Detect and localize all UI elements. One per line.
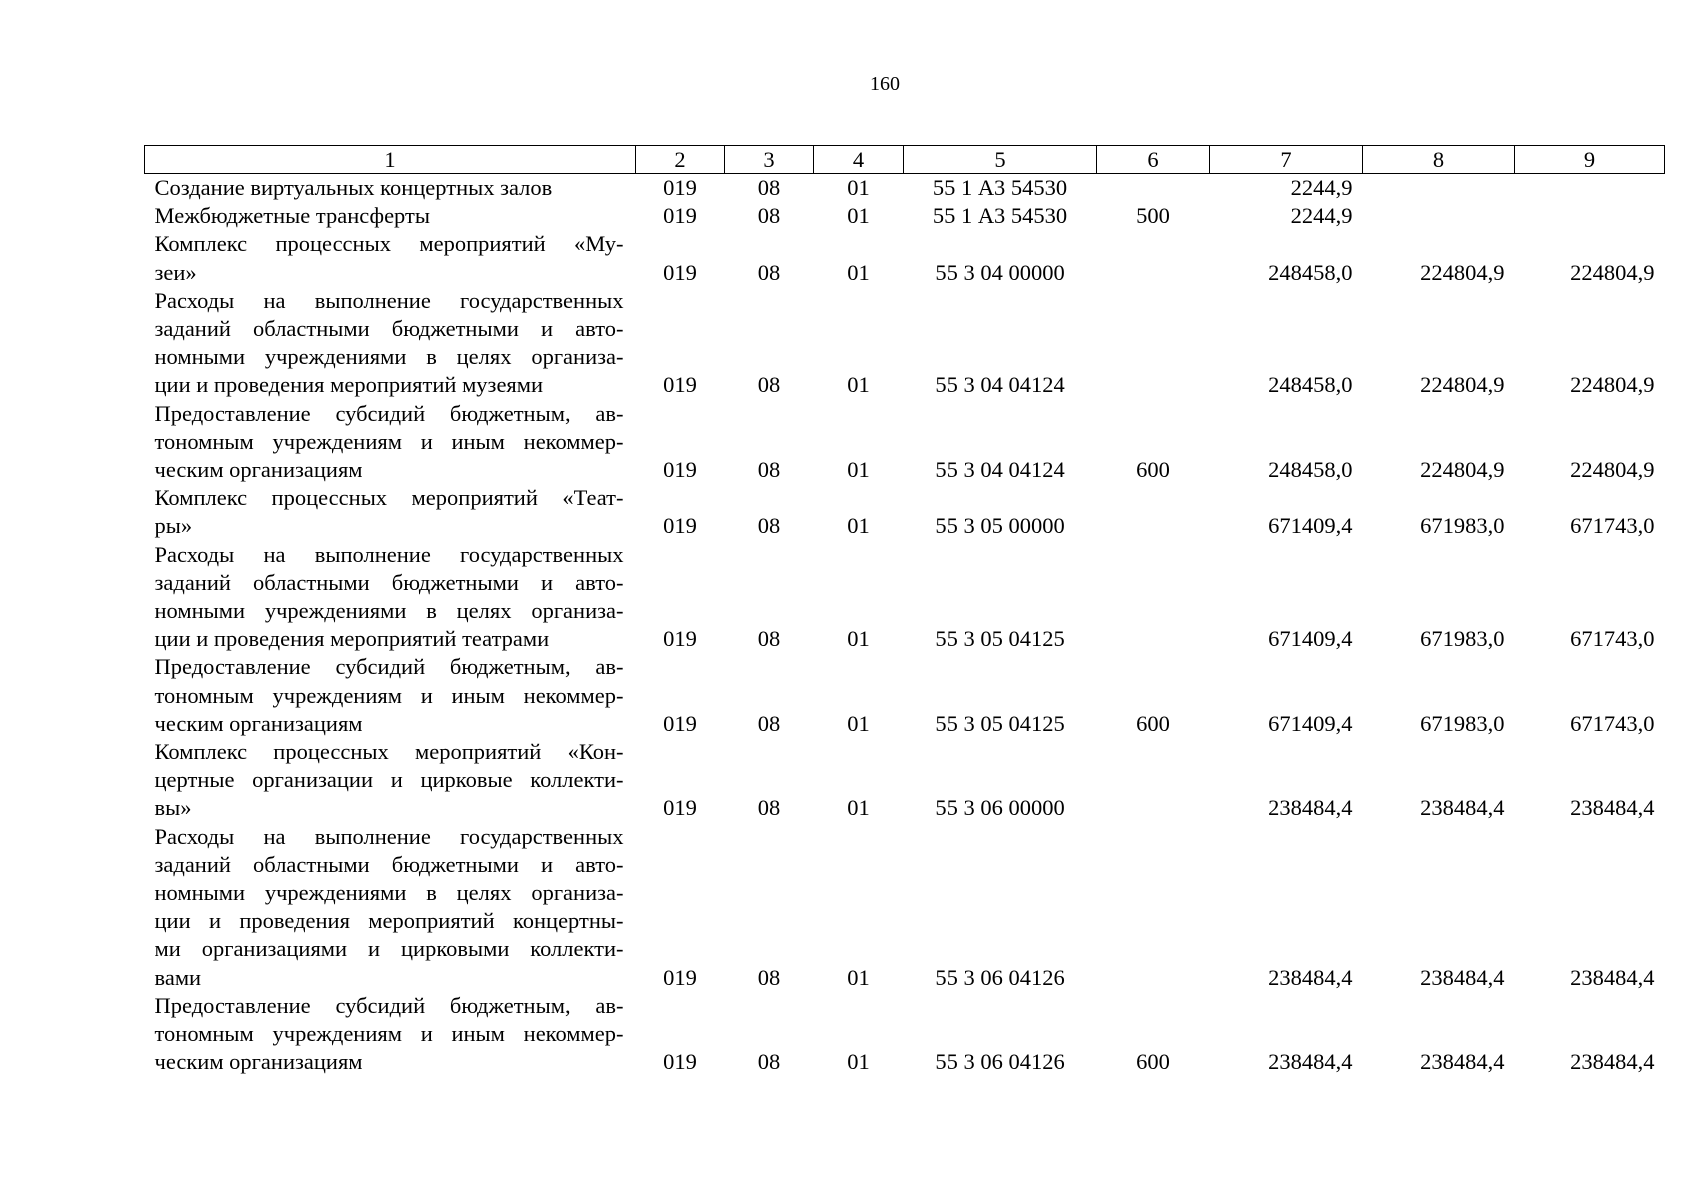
column-header: 3 — [725, 146, 814, 174]
row-target-article: 55 1 А3 54530 — [932, 203, 1068, 229]
row-name — [145, 738, 636, 823]
row-subsection: 01 — [847, 457, 870, 483]
row-section: 08 — [757, 203, 781, 229]
row-amount-col7: 248458,0 — [1268, 372, 1353, 398]
table-row — [145, 174, 1665, 203]
row-grbs: 019 — [663, 626, 697, 652]
row-amount-col8: 224804,9 — [1420, 259, 1505, 285]
column-header: 8 — [1363, 146, 1515, 174]
table-row — [145, 992, 1665, 1077]
row-section: 08 — [757, 710, 781, 736]
row-target-article: 55 3 06 04126 — [935, 1049, 1065, 1075]
row-subsection: 01 — [847, 964, 870, 990]
row-expense-type — [1097, 484, 1210, 540]
row-name-line: Расходы на выполнение государственных — [154, 287, 624, 313]
row-name — [145, 287, 636, 400]
row-grbs: 019 — [663, 457, 697, 483]
page-number: 160 — [870, 73, 900, 95]
row-section: 08 — [757, 1049, 781, 1075]
row-amount-col9: 224804,9 — [1570, 372, 1655, 398]
row-amount-col9 — [1515, 174, 1665, 203]
row-name-line: ции и проведения мероприятий театрами — [154, 626, 550, 652]
row-amount-col8: 671983,0 — [1420, 710, 1505, 736]
header-row — [145, 146, 1665, 174]
table-row — [145, 738, 1665, 823]
row-target-article: 55 3 04 04124 — [935, 457, 1065, 483]
row-subsection: 01 — [847, 1049, 870, 1075]
row-amount-col9: 671743,0 — [1570, 710, 1655, 736]
row-amount-col7: 2244,9 — [1290, 203, 1353, 229]
row-expense-type — [1097, 230, 1210, 286]
row-subsection: 01 — [847, 259, 870, 285]
row-amount-col7: 238484,4 — [1268, 964, 1353, 990]
row-amount-col7: 2244,9 — [1290, 175, 1353, 200]
row-name-line: номными учреждениями в целях организа- — [154, 598, 624, 624]
row-target-article: 55 3 06 04126 — [935, 964, 1065, 990]
table-row — [145, 484, 1665, 540]
row-name — [145, 823, 636, 992]
column-header: 6 — [1097, 146, 1210, 174]
row-section: 08 — [757, 513, 781, 539]
row-name-line: ции и проведения мероприятий музеями — [154, 372, 544, 398]
row-target-article: 55 3 05 00000 — [935, 513, 1065, 539]
row-section: 08 — [757, 457, 781, 483]
row-name — [145, 230, 636, 286]
row-amount-col9: 238484,4 — [1570, 964, 1655, 990]
budget-table — [144, 145, 1665, 1077]
row-amount-col7: 248458,0 — [1268, 457, 1353, 483]
row-expense-type — [1097, 541, 1210, 654]
row-subsection: 01 — [847, 513, 870, 539]
row-expense-type — [1097, 287, 1210, 400]
row-name — [145, 541, 636, 654]
row-name — [145, 174, 636, 203]
row-amount-col8: 238484,4 — [1420, 964, 1505, 990]
row-grbs: 019 — [663, 964, 697, 990]
row-amount-col8 — [1363, 174, 1515, 203]
table-header — [145, 146, 1665, 174]
row-name-line: Расходы на выполнение государственных — [154, 823, 624, 849]
row-subsection: 01 — [847, 710, 870, 736]
row-amount-col8: 671983,0 — [1420, 626, 1505, 652]
row-grbs: 019 — [663, 513, 697, 539]
row-expense-type — [1097, 174, 1210, 203]
row-name-line: ции и проведения мероприятий концертны- — [154, 908, 624, 934]
row-name — [145, 992, 636, 1077]
row-name-line: вы» — [154, 795, 192, 821]
row-amount-col8: 238484,4 — [1420, 1049, 1505, 1075]
row-section: 08 — [757, 259, 781, 285]
table-row — [145, 400, 1665, 485]
column-header: 7 — [1210, 146, 1363, 174]
row-expense-type: 500 — [1136, 203, 1170, 229]
row-name-line: заданий областными бюджетными и авто- — [154, 316, 624, 342]
row-name-line: ры» — [154, 513, 193, 539]
column-header: 4 — [814, 146, 904, 174]
row-name-line: Создание виртуальных концертных залов — [154, 175, 553, 200]
row-section: 08 — [757, 795, 781, 821]
row-amount-col7: 671409,4 — [1268, 626, 1353, 652]
row-grbs: 019 — [663, 710, 697, 736]
row-amount-col8: 671983,0 — [1420, 513, 1505, 539]
row-target-article: 55 1 А3 54530 — [932, 175, 1068, 200]
row-name — [145, 484, 636, 540]
row-name — [145, 400, 636, 485]
row-target-article: 55 3 06 00000 — [935, 795, 1065, 821]
row-grbs: 019 — [663, 795, 697, 821]
row-amount-col9: 671743,0 — [1570, 626, 1655, 652]
table-row — [145, 202, 1665, 230]
row-grbs: 019 — [663, 1049, 697, 1075]
row-amount-col9 — [1515, 202, 1665, 230]
row-name-line: зеи» — [154, 259, 197, 285]
column-header: 2 — [636, 146, 725, 174]
row-name-line: Предоставление субсидий бюджетным, ав- — [154, 992, 624, 1018]
row-name-line: ми организациями и цирковыми коллекти- — [154, 936, 624, 962]
row-subsection: 01 — [847, 203, 870, 229]
row-name-line: номными учреждениями в целях организа- — [154, 880, 624, 906]
row-amount-col9: 238484,4 — [1570, 1049, 1655, 1075]
row-name-line: тономным учреждениям и иным некоммер- — [154, 682, 624, 708]
row-target-article: 55 3 04 00000 — [935, 259, 1065, 285]
row-name-line: Комплекс процессных мероприятий «Му- — [154, 231, 624, 257]
row-amount-col7: 238484,4 — [1268, 1049, 1353, 1075]
column-header: 1 — [145, 146, 636, 174]
row-amount-col7: 671409,4 — [1268, 513, 1353, 539]
row-subsection: 01 — [847, 175, 870, 200]
row-name-line: Межбюджетные трансферты — [154, 203, 430, 229]
column-header: 5 — [904, 146, 1097, 174]
row-target-article: 55 3 04 04124 — [935, 372, 1065, 398]
row-section: 08 — [757, 626, 781, 652]
row-name-line: Предоставление субсидий бюджетным, ав- — [154, 400, 624, 426]
row-subsection: 01 — [847, 626, 870, 652]
row-expense-type: 600 — [1136, 1049, 1170, 1075]
row-name-line: цертные организации и цирковые коллекти- — [154, 767, 624, 793]
row-amount-col9: 224804,9 — [1570, 259, 1655, 285]
column-header: 9 — [1515, 146, 1665, 174]
row-amount-col7: 238484,4 — [1268, 795, 1353, 821]
table-row — [145, 287, 1665, 400]
row-name — [145, 202, 636, 230]
row-name-line: Комплекс процессных мероприятий «Кон- — [154, 739, 624, 765]
row-amount-col9: 671743,0 — [1570, 513, 1655, 539]
table-row — [145, 541, 1665, 654]
row-amount-col8 — [1363, 202, 1515, 230]
row-amount-col7: 671409,4 — [1268, 710, 1353, 736]
table-row — [145, 230, 1665, 286]
row-name-line: вами — [154, 964, 202, 990]
row-name-line: тономным учреждениям и иным некоммер- — [154, 428, 624, 454]
row-expense-type: 600 — [1136, 710, 1170, 736]
table-row — [145, 823, 1665, 992]
row-grbs: 019 — [663, 175, 697, 200]
row-expense-type: 600 — [1136, 457, 1170, 483]
row-subsection: 01 — [847, 795, 870, 821]
row-section: 08 — [757, 175, 781, 200]
row-name-line: Комплекс процессных мероприятий «Теат- — [154, 485, 624, 511]
row-expense-type — [1097, 823, 1210, 992]
row-name-line: ческим организациям — [154, 457, 363, 483]
row-amount-col9: 238484,4 — [1570, 795, 1655, 821]
row-amount-col8: 224804,9 — [1420, 372, 1505, 398]
row-name — [145, 653, 636, 738]
row-name-line: ческим организациям — [154, 710, 363, 736]
row-target-article: 55 3 05 04125 — [935, 710, 1065, 736]
row-name-line: Расходы на выполнение государственных — [154, 541, 624, 567]
row-grbs: 019 — [663, 259, 697, 285]
row-name-line: Предоставление субсидий бюджетным, ав- — [154, 654, 624, 680]
table-body — [145, 174, 1665, 1077]
row-name-line: заданий областными бюджетными и авто- — [154, 851, 624, 877]
row-grbs: 019 — [663, 372, 697, 398]
row-amount-col8: 224804,9 — [1420, 457, 1505, 483]
row-grbs: 019 — [663, 203, 697, 229]
row-section: 08 — [757, 964, 781, 990]
row-section: 08 — [757, 372, 781, 398]
row-name-line: ческим организациям — [154, 1049, 363, 1075]
row-name-line: тономным учреждениям и иным некоммер- — [154, 1021, 624, 1047]
row-name-line: номными учреждениями в целях организа- — [154, 344, 624, 370]
row-amount-col7: 248458,0 — [1268, 259, 1353, 285]
row-subsection: 01 — [847, 372, 870, 398]
row-expense-type — [1097, 738, 1210, 823]
row-amount-col8: 238484,4 — [1420, 795, 1505, 821]
table-row — [145, 653, 1665, 738]
row-target-article: 55 3 05 04125 — [935, 626, 1065, 652]
row-amount-col9: 224804,9 — [1570, 457, 1655, 483]
row-name-line: заданий областными бюджетными и авто- — [154, 569, 624, 595]
